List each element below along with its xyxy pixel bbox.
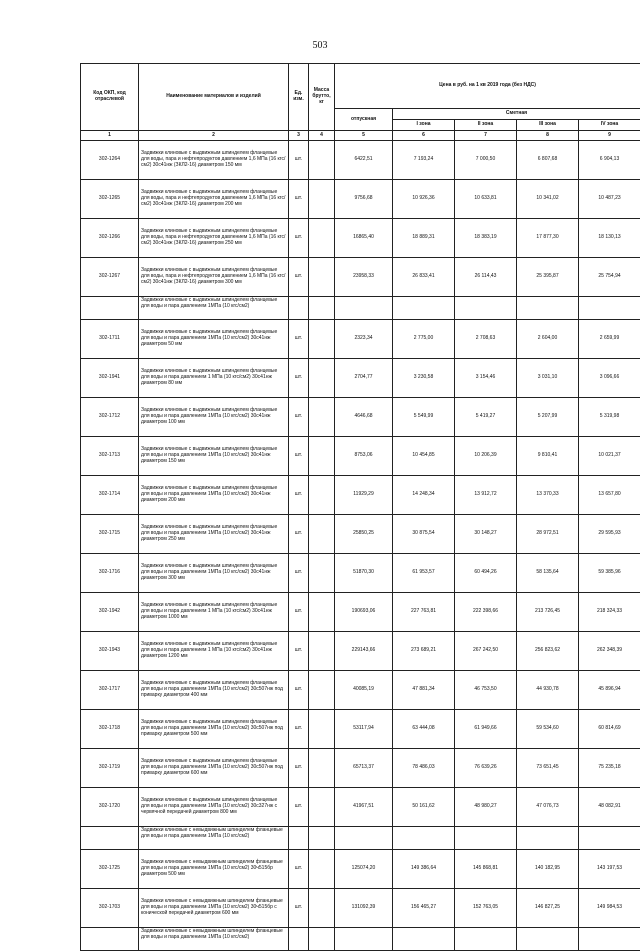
unit-of-measure: шт. [289,398,309,437]
column-index: 5 [335,131,393,141]
estimate-price-zone-3: 9 810,41 [517,437,579,476]
estimate-price-zone-3: 13 370,33 [517,476,579,515]
empty-cell [393,928,455,951]
header-mass: Масса брутто, кг [309,64,335,131]
product-code: 302-1725 [81,850,139,889]
estimate-price-zone-3: 140 182,95 [517,850,579,889]
gross-mass [309,889,335,928]
estimate-price-zone-2: 30 148,27 [455,515,517,554]
header-zone-1: I зона [393,120,455,131]
estimate-price-zone-1: 227 763,81 [393,593,455,632]
release-price: 6422,51 [335,141,393,180]
gross-mass [309,476,335,515]
product-name: Задвижки клиновые с выдвижным шпинделем фланцевые для воды и пара давлением 1МПа (10 кгс/см2) 30с41нж диаметром 200 мм [139,476,289,515]
table-row [81,632,640,671]
estimate-price-zone-2: 60 494,26 [455,554,517,593]
column-index: 2 [139,131,289,141]
release-price: 2704,77 [335,359,393,398]
unit-of-measure: шт. [289,554,309,593]
empty-cell [335,827,393,850]
table-row [81,749,640,788]
table-row [81,476,640,515]
column-index: 1 [81,131,139,141]
estimate-price-zone-3: 59 534,60 [517,710,579,749]
product-name: Задвижки клиновые с выдвижным шпинделем фланцевые для воды и пара давлением 1 МПа (10 кгс/см2) 30с41нж диаметром 1200 мм [139,632,289,671]
column-index: 9 [579,131,640,141]
table-row [81,671,640,710]
product-code: 302-1943 [81,632,139,671]
empty-cell [517,827,579,850]
estimate-price-zone-3: 10 341,02 [517,180,579,219]
estimate-price-zone-2: 18 383,19 [455,219,517,258]
table-header [81,64,640,141]
header-zone-3: III зона [517,120,579,131]
unit-of-measure: шт. [289,850,309,889]
estimate-price-zone-4: 6 904,13 [579,141,640,180]
estimate-price-zone-1: 7 193,24 [393,141,455,180]
product-name: Задвижки клиновые с выдвижным шпинделем фланцевые для воды и пара давлением 1МПа (10 кгс/см2) 30с41нж диаметром 300 мм [139,554,289,593]
estimate-price-zone-3: 213 726,45 [517,593,579,632]
header-zone-4: IV зона [579,120,640,131]
product-code: 302-1719 [81,749,139,788]
column-index: 8 [517,131,579,141]
group-heading-row [81,297,640,320]
empty-cell [393,297,455,320]
table-row [81,219,640,258]
estimate-price-zone-1: 14 248,34 [393,476,455,515]
product-name: Задвижки клиновые с выдвижным шпинделем фланцевые для воды и пара давлением 1МПа (10 кгс/см2) 30с41нж диаметром 250 мм [139,515,289,554]
unit-of-measure: шт. [289,515,309,554]
unit-of-measure: шт. [289,671,309,710]
table-row [81,710,640,749]
table-row [81,554,640,593]
product-code [81,297,139,320]
unit-of-measure: шт. [289,889,309,928]
product-name: Задвижки клиновые с выдвижным шпинделем фланцевые для воды, пара и нефтепродуктов давлением 1,6 МПа (16 кгс/см2) 30с41нж (ЗКЛ2-16) диаметром 250 мм [139,219,289,258]
empty-cell [517,297,579,320]
unit-of-measure: шт. [289,788,309,827]
estimate-price-zone-4: 18 130,13 [579,219,640,258]
estimate-price-zone-1: 78 486,03 [393,749,455,788]
empty-cell [289,928,309,951]
product-code [81,827,139,850]
estimate-price-zone-2: 61 949,66 [455,710,517,749]
table-row [81,593,640,632]
product-code: 302-1267 [81,258,139,297]
product-code: 302-1266 [81,219,139,258]
gross-mass [309,398,335,437]
release-price: 131092,39 [335,889,393,928]
unit-of-measure: шт. [289,219,309,258]
empty-cell [517,928,579,951]
group-heading: Задвижки клиновые с выдвижным шпинделем фланцевые для воды и пара давлением 1МПа (10 кгс/см2) [139,297,289,320]
gross-mass [309,437,335,476]
release-price: 125074,20 [335,850,393,889]
estimate-price-zone-1: 273 689,21 [393,632,455,671]
empty-cell [335,297,393,320]
estimate-price-zone-4: 45 896,94 [579,671,640,710]
release-price: 25850,25 [335,515,393,554]
estimate-price-zone-1: 26 833,41 [393,258,455,297]
table-row [81,889,640,928]
product-name: Задвижки клиновые с выдвижным шпинделем фланцевые для воды и пара давлением 1МПа (10 кгс/см2) 30с507нж под приварку диаметром 600 мм [139,749,289,788]
table-row [81,398,640,437]
gross-mass [309,320,335,359]
estimate-price-zone-1: 10 926,36 [393,180,455,219]
release-price: 229143,66 [335,632,393,671]
release-price: 16865,40 [335,219,393,258]
estimate-price-zone-4: 262 348,39 [579,632,640,671]
estimate-price-zone-1: 63 444,08 [393,710,455,749]
product-code: 302-1265 [81,180,139,219]
gross-mass [309,219,335,258]
product-name: Задвижки клиновые с выдвижным шпинделем фланцевые для воды и пара давлением 1 МПа (10 кгс/см2) 30с41нж диаметром 1000 мм [139,593,289,632]
estimate-price-zone-1: 10 454,85 [393,437,455,476]
gross-mass [309,632,335,671]
estimate-price-zone-3: 146 827,25 [517,889,579,928]
unit-of-measure: шт. [289,359,309,398]
product-name: Задвижки клиновые с выдвижным шпинделем фланцевые для воды и пара давлением 1 МПа (10 кгс/см2) 30с41нж диаметром 80 мм [139,359,289,398]
estimate-price-zone-3: 5 207,99 [517,398,579,437]
unit-of-measure: шт. [289,632,309,671]
column-index: 4 [309,131,335,141]
header-release: отпускная [335,109,393,131]
release-price: 65713,37 [335,749,393,788]
estimate-price-zone-1: 30 875,54 [393,515,455,554]
estimate-price-zone-1: 3 230,58 [393,359,455,398]
estimate-price-zone-3: 47 076,73 [517,788,579,827]
estimate-price-zone-2: 222 398,66 [455,593,517,632]
estimate-price-zone-1: 50 161,62 [393,788,455,827]
estimate-price-zone-2: 7 000,50 [455,141,517,180]
estimate-price-zone-3: 17 877,30 [517,219,579,258]
gross-mass [309,258,335,297]
gross-mass [309,180,335,219]
column-index: 7 [455,131,517,141]
header-code: Код ОКП, код отраслевой [81,64,139,131]
table-row [81,141,640,180]
product-name: Задвижки клиновые с выдвижным шпинделем фланцевые для воды и пара давлением 1МПа (10 кгс/см2) 30с507нж под приварку диаметром 500 мм [139,710,289,749]
table-row [81,320,640,359]
estimate-price-zone-4: 48 082,91 [579,788,640,827]
product-code: 302-1713 [81,437,139,476]
product-name: Задвижки клиновые с выдвижным шпинделем фланцевые для воды и пара давлением 1МПа (10 кгс/см2) 30с41нж диаметром 100 мм [139,398,289,437]
gross-mass [309,554,335,593]
price-table [80,63,640,951]
unit-of-measure: шт. [289,180,309,219]
gross-mass [309,359,335,398]
estimate-price-zone-3: 25 395,87 [517,258,579,297]
unit-of-measure: шт. [289,320,309,359]
estimate-price-zone-2: 152 763,05 [455,889,517,928]
empty-cell [309,297,335,320]
unit-of-measure: шт. [289,258,309,297]
estimate-price-zone-2: 3 154,46 [455,359,517,398]
estimate-price-zone-2: 76 639,26 [455,749,517,788]
estimate-price-zone-4: 218 324,33 [579,593,640,632]
estimate-price-zone-3: 3 031,10 [517,359,579,398]
product-code: 302-1716 [81,554,139,593]
group-heading-row [81,827,640,850]
empty-cell [335,928,393,951]
header-zone-2: II зона [455,120,517,131]
product-name: Задвижки клиновые с невыдвижным шпинделем фланцевые для воды и пара давлением 1МПа (10 кгс/см2) 30ч515бр диаметром 500 мм [139,850,289,889]
estimate-price-zone-1: 149 386,64 [393,850,455,889]
estimate-price-zone-2: 145 868,81 [455,850,517,889]
estimate-price-zone-4: 3 096,66 [579,359,640,398]
product-code: 302-1718 [81,710,139,749]
estimate-price-zone-4: 143 197,53 [579,850,640,889]
estimate-price-zone-1: 47 881,34 [393,671,455,710]
gross-mass [309,850,335,889]
empty-cell [455,297,517,320]
gross-mass [309,141,335,180]
gross-mass [309,749,335,788]
product-code: 302-1720 [81,788,139,827]
empty-cell [309,928,335,951]
unit-of-measure: шт. [289,141,309,180]
estimate-price-zone-4: 2 659,99 [579,320,640,359]
estimate-price-zone-2: 46 753,50 [455,671,517,710]
unit-of-measure: шт. [289,710,309,749]
estimate-price-zone-2: 10 633,81 [455,180,517,219]
gross-mass [309,515,335,554]
table-body [81,141,640,951]
empty-cell [579,297,640,320]
estimate-price-zone-4: 13 657,80 [579,476,640,515]
estimate-price-zone-4: 60 814,69 [579,710,640,749]
table-row [81,359,640,398]
release-price: 9756,68 [335,180,393,219]
estimate-price-zone-3: 2 604,00 [517,320,579,359]
table-row [81,180,640,219]
estimate-price-zone-2: 5 419,27 [455,398,517,437]
product-name: Задвижки клиновые с выдвижным шпинделем фланцевые для воды и пара давлением 1МПа (10 кгс/см2) 30с41нж диаметром 50 мм [139,320,289,359]
release-price: 4646,68 [335,398,393,437]
estimate-price-zone-1: 156 465,27 [393,889,455,928]
product-name: Задвижки клиновые с выдвижным шпинделем фланцевые для воды, пара и нефтепродуктов давлением 1,6 МПа (16 кгс/см2) 30с41нж (ЗКЛ2-16) диаметром 150 мм [139,141,289,180]
table-row [81,437,640,476]
page-number: 503 [0,40,640,51]
estimate-price-zone-3: 44 930,78 [517,671,579,710]
estimate-price-zone-1: 2 775,00 [393,320,455,359]
empty-cell [579,928,640,951]
empty-cell [289,297,309,320]
empty-cell [579,827,640,850]
release-price: 51870,30 [335,554,393,593]
release-price: 23958,33 [335,258,393,297]
product-code: 302-1941 [81,359,139,398]
estimate-price-zone-3: 6 807,68 [517,141,579,180]
estimate-price-zone-4: 149 984,53 [579,889,640,928]
empty-cell [455,827,517,850]
estimate-price-zone-2: 48 980,27 [455,788,517,827]
product-code: 302-1711 [81,320,139,359]
release-price: 41967,51 [335,788,393,827]
product-code: 302-1942 [81,593,139,632]
product-name: Задвижки клиновые с выдвижным шпинделем фланцевые для воды, пара и нефтепродуктов давлением 1,6 МПа (16 кгс/см2) 30с41нж (ЗКЛ2-16) диаметром 200 мм [139,180,289,219]
estimate-price-zone-4: 10 021,37 [579,437,640,476]
estimate-price-zone-4: 25 754,94 [579,258,640,297]
estimate-price-zone-2: 267 242,50 [455,632,517,671]
estimate-price-zone-3: 58 135,64 [517,554,579,593]
group-heading: Задвижки клиновые с невыдвижным шпинделем фланцевые для воды и пара давлением 1МПа (10 кгс/см2) [139,928,289,951]
product-name: Задвижки клиновые с выдвижным шпинделем фланцевые для воды и пара давлением 1МПа (10 кгс/см2) 30с327нж с червячной передачей диаметром 800 мм [139,788,289,827]
estimate-price-zone-4: 75 235,18 [579,749,640,788]
release-price: 2323,34 [335,320,393,359]
group-heading: Задвижки клиновые с невыдвижным шпинделем фланцевые для воды и пара давлением 1МПа (10 кгс/см2) [139,827,289,850]
release-price: 53117,94 [335,710,393,749]
empty-cell [309,827,335,850]
header-unit: Ед. изм. [289,64,309,131]
unit-of-measure: шт. [289,437,309,476]
estimate-price-zone-4: 5 319,98 [579,398,640,437]
product-name: Задвижки клиновые с выдвижным шпинделем фланцевые для воды, пара и нефтепродуктов давлением 1,6 МПа (16 кгс/см2) 30с41нж (ЗКЛ2-16) диаметром 300 мм [139,258,289,297]
estimate-price-zone-3: 256 823,62 [517,632,579,671]
release-price: 11929,29 [335,476,393,515]
product-name: Задвижки клиновые с выдвижным шпинделем фланцевые для воды и пара давлением 1МПа (10 кгс/см2) 30с41нж диаметром 150 мм [139,437,289,476]
header-name: Наименование материалов и изделий [139,64,289,131]
empty-cell [455,928,517,951]
release-price: 40085,19 [335,671,393,710]
product-name: Задвижки клиновые с невыдвижным шпинделем фланцевые для воды и пара давлением 1МПа (10 кгс/см2) 30ч515бр с конической передачей диаметром 600 мм [139,889,289,928]
product-code: 302-1703 [81,889,139,928]
empty-cell [289,827,309,850]
product-code: 302-1712 [81,398,139,437]
estimate-price-zone-1: 18 889,31 [393,219,455,258]
table-row [81,258,640,297]
column-index: 3 [289,131,309,141]
gross-mass [309,593,335,632]
table-row [81,788,640,827]
release-price: 190693,06 [335,593,393,632]
gross-mass [309,671,335,710]
gross-mass [309,788,335,827]
estimate-price-zone-2: 26 114,43 [455,258,517,297]
group-heading-row [81,928,640,951]
product-code: 302-1714 [81,476,139,515]
unit-of-measure: шт. [289,749,309,788]
product-name: Задвижки клиновые с выдвижным шпинделем фланцевые для воды и пара давлением 1МПа (10 кгс/см2) 30с507нж под приварку диаметром 400 мм [139,671,289,710]
product-code [81,928,139,951]
header-estimate: Сметная [393,109,640,120]
product-code: 302-1715 [81,515,139,554]
estimate-price-zone-4: 10 487,23 [579,180,640,219]
estimate-price-zone-2: 2 708,63 [455,320,517,359]
header-price-group: Цена в руб. на 1 кв 2019 года (без НДС) [335,64,640,109]
table-row [81,850,640,889]
unit-of-measure: шт. [289,476,309,515]
estimate-price-zone-2: 10 206,39 [455,437,517,476]
product-code: 302-1264 [81,141,139,180]
unit-of-measure: шт. [289,593,309,632]
estimate-price-zone-1: 5 549,99 [393,398,455,437]
gross-mass [309,710,335,749]
column-index: 6 [393,131,455,141]
product-code: 302-1717 [81,671,139,710]
table-row [81,515,640,554]
estimate-price-zone-1: 61 953,57 [393,554,455,593]
estimate-price-zone-2: 13 912,72 [455,476,517,515]
estimate-price-zone-3: 73 651,45 [517,749,579,788]
release-price: 8753,06 [335,437,393,476]
empty-cell [393,827,455,850]
estimate-price-zone-4: 29 595,93 [579,515,640,554]
estimate-price-zone-3: 28 972,51 [517,515,579,554]
estimate-price-zone-4: 59 385,96 [579,554,640,593]
